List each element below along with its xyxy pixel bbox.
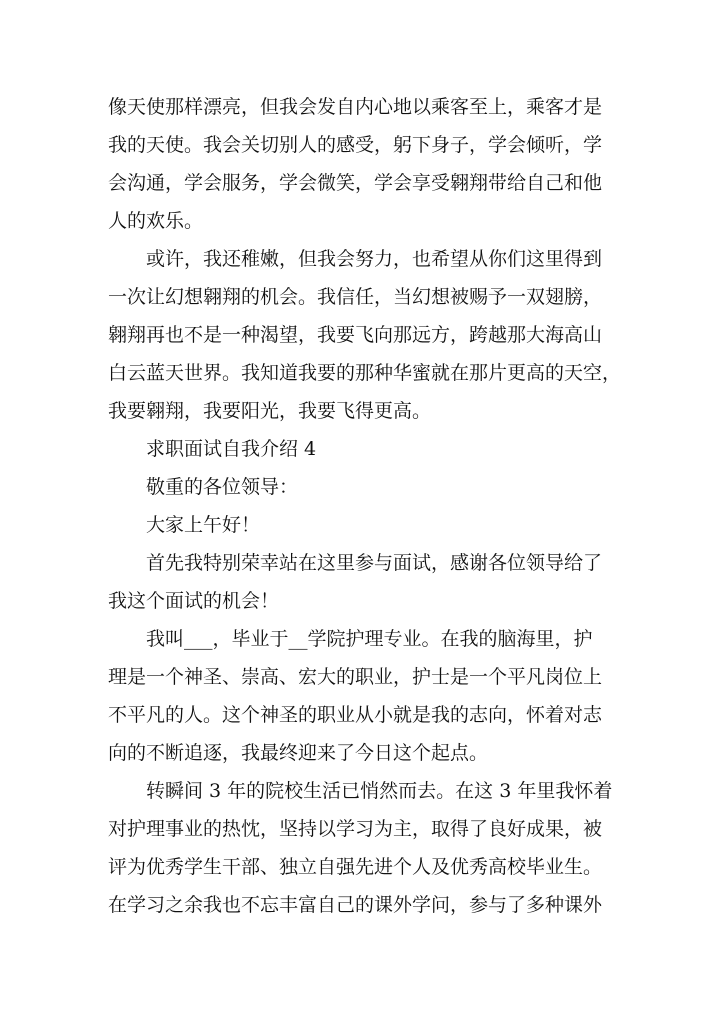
text-line: 白云蓝天世界。我知道我要的那种华蜜就在那片更高的天空， — [108, 362, 622, 384]
document-page — [108, 88, 622, 924]
text-line: 会沟通，学会服务，学会微笑，学会享受翱翔带给自己和他 — [108, 172, 603, 194]
text-line: 转瞬间 3 年的院校生活已悄然而去。在这 3 年里我怀着 — [146, 780, 613, 802]
text-line: 我要翱翔，我要阳光，我要飞得更高。 — [108, 400, 432, 422]
text-line: 对护理事业的热忱，坚持以学习为主，取得了良好成果，被 — [108, 818, 603, 840]
text-line: 首先我特别荣幸站在这里参与面试，感谢各位领导给了 — [146, 552, 603, 574]
text-line: 理是一个神圣、崇高、宏大的职业，护士是一个平凡岗位上 — [108, 666, 603, 688]
text-line: 一次让幻想翱翔的机会。我信任，当幻想被赐予一双翅膀， — [108, 286, 603, 308]
text-line: 或许，我还稚嫩，但我会努力，也希望从你们这里得到 — [146, 248, 603, 270]
text-line: 像天使那样漂亮，但我会发自内心地以乘客至上，乘客才是 — [108, 96, 603, 118]
text-line: 我这个面试的机会！ — [108, 590, 280, 612]
text-line: 不平凡的人。这个神圣的职业从小就是我的志向，怀着对志 — [108, 704, 603, 726]
text-line: 评为优秀学生干部、独立自强先进个人及优秀高校毕业生。 — [108, 856, 603, 878]
text-line: 在学习之余我也不忘丰富自己的课外学问，参与了多种课外 — [108, 894, 603, 916]
text-line: 我叫___，毕业于__学院护理专业。在我的脑海里，护 — [146, 628, 593, 650]
text-line: 求职面试自我介绍 4 — [146, 438, 317, 460]
text-line: 向的不断追逐，我最终迎来了今日这个起点。 — [108, 742, 489, 764]
text-line: 翱翔再也不是一种渴望，我要飞向那远方，跨越那大海高山 — [108, 324, 603, 346]
text-line: 敬重的各位领导： — [146, 476, 299, 498]
text-line: 大家上午好！ — [146, 514, 261, 536]
text-line: 人的欢乐。 — [108, 210, 204, 232]
text-line: 我的天使。我会关切别人的感受，躬下身子，学会倾听，学 — [108, 134, 603, 156]
